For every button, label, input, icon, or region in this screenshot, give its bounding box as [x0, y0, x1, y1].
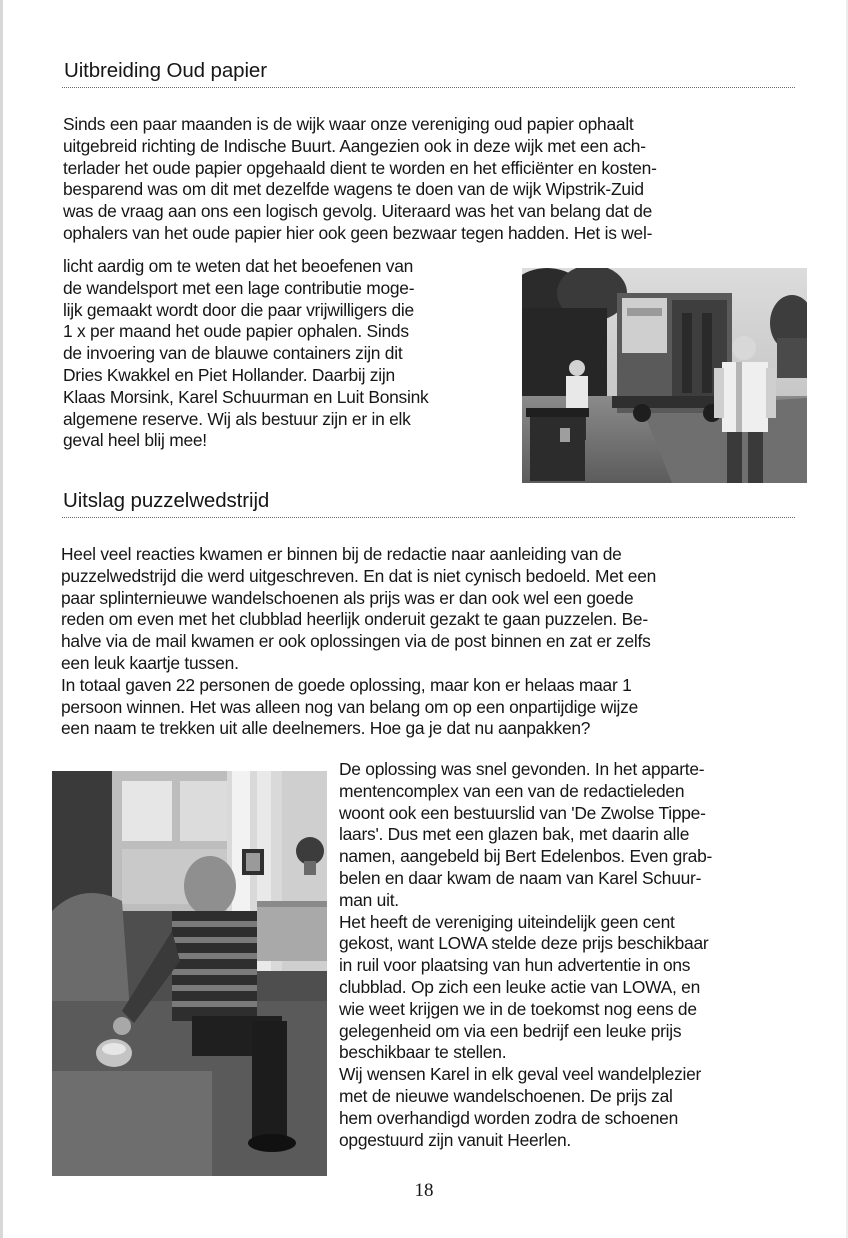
text-line: licht aardig om te weten dat het beoefenen van	[63, 256, 414, 276]
photo-winner-on-sofa	[52, 771, 327, 1176]
text-line: Heel veel reacties kwamen er binnen bij de redactie naar aanleiding van de	[61, 544, 622, 564]
text-line: namen, aangebeld bij Bert Edelenbos. Even grab-	[339, 846, 713, 867]
text-line: opgestuurd zijn vanuit Heerlen.	[339, 1129, 571, 1150]
text-line: de invoering van de blauwe containers zijn dit	[63, 343, 403, 364]
paragraph-oud-papier-full	[63, 114, 657, 245]
text-line: de wandelsport met een lage contributie moge-	[63, 277, 415, 298]
paragraph-puzzelwedstrijd-full	[61, 544, 656, 740]
text-line: Wij wensen Karel in elk geval veel wandelplezier	[339, 1064, 702, 1085]
text-line: puzzelwedstrijd die werd uitgeschreven. En dat is niet cynisch bedoeld. Met een	[61, 565, 657, 586]
text-line: laars'. Dus met een glazen bak, met daarin alle	[339, 824, 690, 845]
text-line: man uit.	[339, 889, 399, 910]
text-line: Sinds een paar maanden is de wijk waar onze vereniging oud papier ophaalt	[63, 114, 634, 134]
text-line: 1 x per maand het oude papier ophalen. Sinds	[63, 321, 409, 342]
text-line: Het heeft de vereniging uiteindelijk geen cent	[339, 911, 675, 932]
text-line: besparend was om dit met dezelfde wagens te doen van de wijk Wipstrik-Zuid	[63, 179, 644, 200]
text-line: in ruil voor plaatsing van hun advertentie in ons	[339, 955, 691, 976]
text-line: geval heel blij mee!	[63, 430, 207, 451]
text-line: terlader het oude papier opgehaald dient te worden en het efficiënter en kosten-	[63, 157, 657, 178]
page-number: 18	[414, 1180, 434, 1201]
text-line: Dries Kwakkel en Piet Hollander. Daarbij zijn	[63, 364, 395, 385]
text-line: was de vraag aan ons een logisch gevolg. Uiteraard was het van belang dat de	[63, 201, 653, 222]
text-line: uitgebreid richting de Indische Buurt. Aangezien ook in deze wijk met een ach-	[63, 135, 646, 156]
text-line: een leuk kaartje tussen.	[61, 652, 239, 673]
text-line: clubblad. Op zich een leuke actie van LOWA, en	[339, 976, 700, 997]
text-line: met de nieuwe wandelschoenen. De prijs zal	[339, 1085, 673, 1106]
text-line: wie weet krijgen we in de toekomst nog eens de	[339, 998, 697, 1019]
text-line: lijk gemaakt wordt door die paar vrijwilligers die	[63, 299, 414, 320]
heading-rule-puzzelwedstrijd	[62, 517, 795, 518]
photo-paper-truck	[522, 268, 807, 483]
text-line: halve via de mail kwamen er ook oplossingen via de post binnen en zat er zelfs	[61, 631, 651, 652]
paragraph-puzzelwedstrijd-wrapped	[339, 759, 712, 1151]
text-line: hem overhandigd worden zodra de schoenen	[339, 1107, 679, 1128]
text-line: beschikbaar te stellen.	[339, 1042, 507, 1063]
text-line: belen en daar kwam de naam van Karel Schuur-	[339, 867, 702, 888]
text-line: persoon winnen. Het was alleen nog van belang om op een onpartijdige wijze	[61, 696, 639, 717]
section-heading-oud-papier: Uitbreiding Oud papier	[64, 59, 267, 82]
text-line: Klaas Morsink, Karel Schuurman en Luit Bonsink	[63, 386, 429, 407]
text-line: algemene reserve. Wij als bestuur zijn er in elk	[63, 408, 411, 429]
section-heading-puzzelwedstrijd: Uitslag puzzelwedstrijd	[63, 489, 270, 512]
heading-rule-oud-papier	[62, 87, 795, 88]
text-line: reden om even met het clubblad heerlijk onderuit gezakt te gaan puzzelen. Be-	[61, 609, 648, 630]
paragraph-oud-papier-wrapped	[63, 256, 428, 452]
text-line: mentencomplex van een van de redactieleden	[339, 780, 685, 801]
text-line: gekost, want LOWA stelde deze prijs beschikbaar	[339, 933, 709, 954]
text-line: gelegenheid om via een bedrijf een leuke prijs	[339, 1020, 682, 1041]
text-line: In totaal gaven 22 personen de goede oplossing, maar kon er helaas maar 1	[61, 674, 632, 695]
text-line: een naam te trekken uit alle deelnemers. Hoe ga je dat nu aanpakken?	[61, 718, 591, 739]
text-line: ophalers van het oude papier hier ook geen bezwaar tegen hadden. Het is wel-	[63, 222, 653, 243]
text-line: De oplossing was snel gevonden. In het apparte-	[339, 759, 705, 779]
text-line: paar splinternieuwe wandelschoenen als prijs was er dan ook wel een goede	[61, 587, 634, 608]
text-line: woont ook een bestuurslid van 'De Zwolse Tippe-	[339, 802, 706, 823]
